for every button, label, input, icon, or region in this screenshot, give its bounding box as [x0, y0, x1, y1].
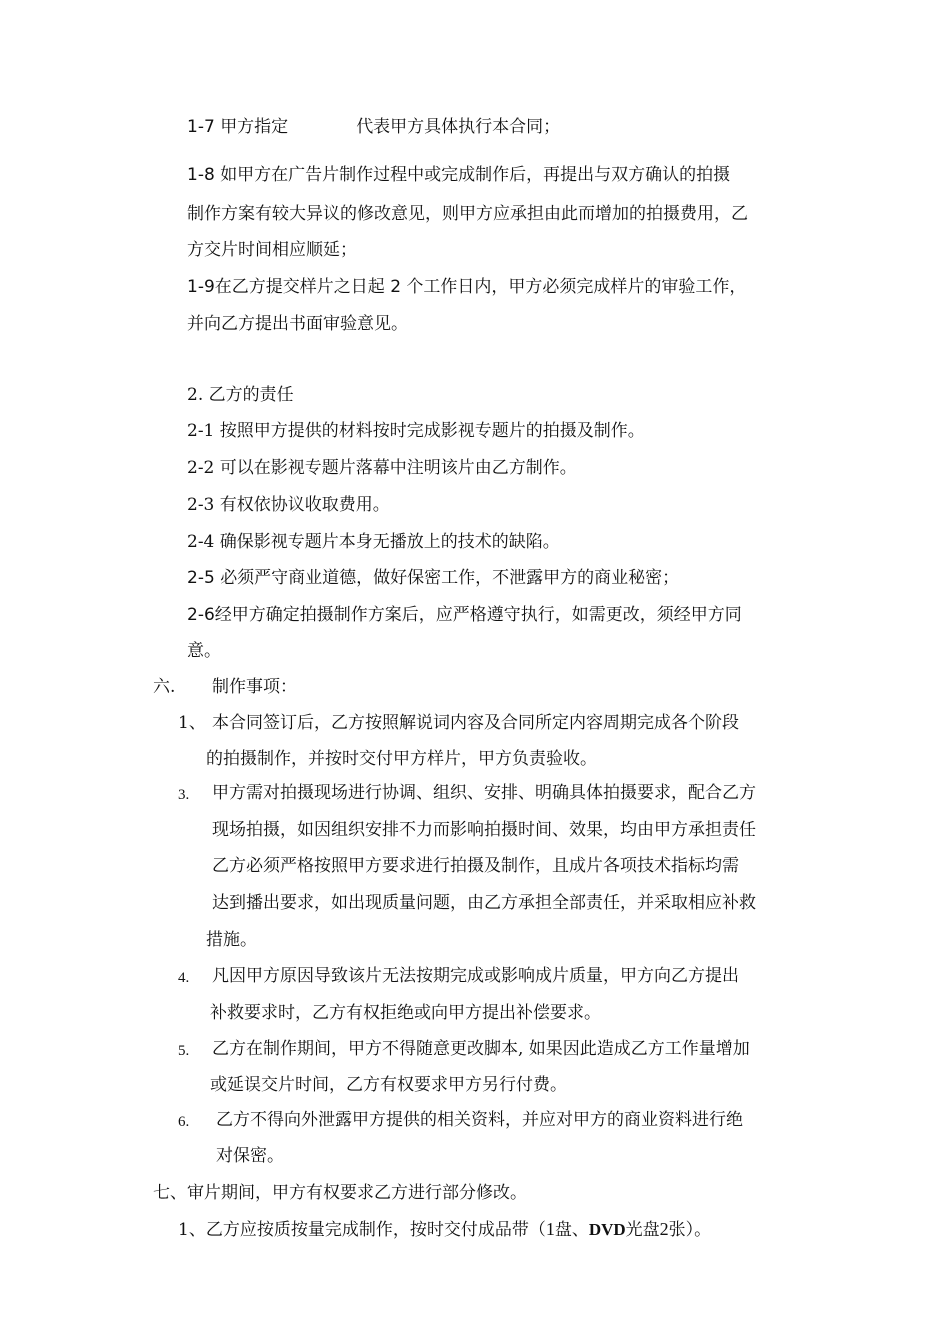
clause-text: 在乙方提交样片之日起	[214, 277, 385, 297]
clause-number: 2-6	[187, 605, 215, 625]
section-6-number: 六.	[153, 677, 176, 697]
section-6-heading: 制作事项：	[212, 677, 297, 697]
clause-text: 盘、	[554, 1220, 589, 1240]
clause-2-4: 2-4 确保影视专题片本身无播放上的技术的缺陷。	[187, 532, 560, 552]
item-6-line-2: 对保密。	[216, 1146, 284, 1166]
clause-2-2: 2-2 可以在影视专题片落幕中注明该片由乙方制作。	[187, 458, 577, 478]
item-number: 5.	[178, 1043, 190, 1059]
item-3-line-3: 乙方必须严格按照甲方要求进行拍摄及制作，且成片各项技术指标均需	[212, 856, 739, 876]
number: 1	[545, 1219, 555, 1239]
clause-text: 个工作日内，甲方必须完成样片的审验工作，	[406, 277, 747, 297]
clause-2-3: 2-3 有权依协议收取费用。	[187, 495, 390, 515]
clause-number: 1-9	[187, 277, 215, 297]
clause-text: 甲方指定	[220, 117, 289, 137]
item-number: 3.	[178, 787, 190, 803]
number: 2	[659, 1219, 669, 1239]
clause-2-6-line-2: 意。	[187, 641, 221, 661]
item-number: 6.	[178, 1114, 190, 1130]
number: 2	[390, 277, 402, 297]
item-3-line-5: 措施。	[206, 930, 257, 950]
clause-text: 如甲方在广告片制作过程中或完成制作后，再提出与双方确认的拍摄	[220, 165, 731, 185]
item-6-line-1: 乙方不得向外泄露甲方提供的相关资料，并应对甲方的商业资料进行绝	[216, 1110, 743, 1130]
clause-text: 经甲方确定拍摄制作方案后，应严格遵守执行，如需更改，须经甲方同	[214, 605, 742, 625]
dvd-label: DVD	[588, 1220, 626, 1239]
clause-text: 代表甲方具体执行本合同；	[356, 117, 561, 137]
item-number: 1、	[178, 713, 206, 733]
item-3-line-2: 现场拍摄，如因组织安排不力而影响拍摄时间、效果，均由甲方承担责任	[212, 820, 756, 840]
clause-1-8-line-3: 方交片时间相应顺延；	[187, 240, 357, 260]
section-7-item-1	[178, 1218, 711, 1240]
item-4-line-1: 凡因甲方原因导致该片无法按期完成或影响成片质量，甲方向乙方提出	[212, 966, 739, 986]
section-2-heading: 2. 乙方的责任	[187, 385, 294, 405]
clause-2-5	[187, 567, 679, 589]
clause-number: 2-5	[187, 568, 215, 588]
item-3-line-4: 达到播出要求，如出现质量问题，由乙方承担全部责任，并采取相应补救	[212, 893, 756, 913]
clause-1-8-line-1	[187, 164, 730, 186]
item-number: 4.	[178, 970, 190, 986]
clause-1-9-line-1	[187, 276, 746, 298]
clause-number: 1-8	[187, 165, 215, 185]
clause-text: 光盘	[625, 1220, 660, 1240]
clause-1-9-line-2: 并向乙方提出书面审验意见。	[187, 314, 408, 334]
clause-2-1: 2-1 按照甲方提供的材料按时完成影视专题片的拍摄及制作。	[187, 421, 645, 441]
item-5-line-1: 乙方在制作期间，甲方不得随意更改脚本, 如果因此造成乙方工作量增加	[212, 1039, 750, 1059]
item-1-line-1: 本合同签订后，乙方按照解说词内容及合同所定内容周期完成各个阶段	[212, 713, 739, 733]
clause-text: 1、乙方应按质按量完成制作，按时交付成品带（	[178, 1220, 546, 1240]
clause-2-6-line-1	[187, 604, 742, 626]
item-5-line-2: 或延误交片时间，乙方有权要求甲方另行付费。	[210, 1075, 567, 1095]
item-4-line-2: 补救要求时，乙方有权拒绝或向甲方提出补偿要求。	[210, 1003, 601, 1023]
clause-number: 1-7	[187, 117, 215, 137]
clause-1-7	[187, 116, 560, 138]
clause-text: 张）。	[668, 1220, 712, 1240]
clause-text: 必须严守商业道德，做好保密工作，不泄露甲方的商业秘密；	[220, 568, 680, 588]
section-7-heading: 七、审片期间，甲方有权要求乙方进行部分修改。	[153, 1183, 527, 1203]
item-1-line-2: 的拍摄制作，并按时交付甲方样片，甲方负责验收。	[206, 749, 597, 769]
clause-1-8-line-2: 制作方案有较大异议的修改意见，则甲方应承担由此而增加的拍摄费用，乙	[187, 204, 748, 224]
item-3-line-1: 甲方需对拍摄现场进行协调、组织、安排、明确具体拍摄要求，配合乙方	[212, 783, 756, 803]
